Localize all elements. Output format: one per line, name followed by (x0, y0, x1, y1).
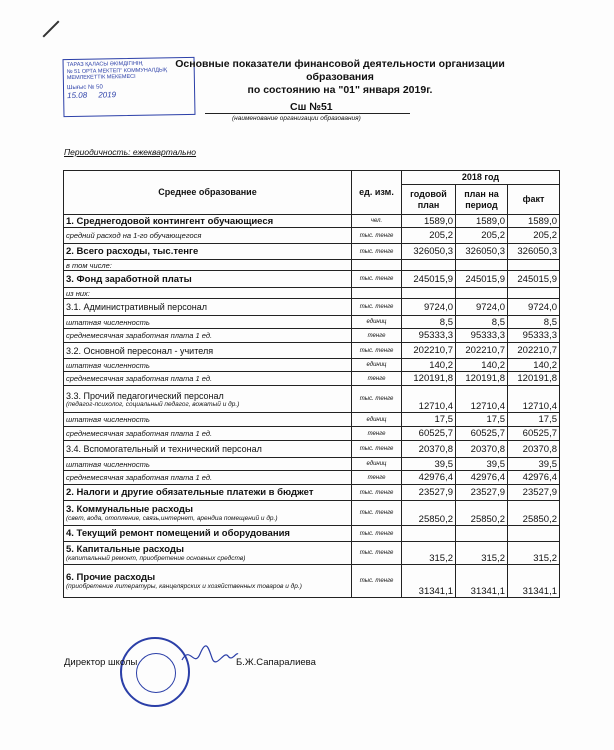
organization-note: (наименование организации образования) (232, 115, 361, 122)
row-fact: 315,2 (508, 542, 560, 565)
row-name-cell (64, 343, 352, 359)
row-annual-plan: 23527,9 (402, 485, 456, 501)
row-note: (свет, вода, отопление, связь,интернет, арендиа помещений и др.) (66, 515, 278, 522)
stamp-line: ТАРАЗ ҚАЛАСЫ ӘКІМДІГІНІҢ (66, 60, 143, 69)
table-row (64, 244, 560, 260)
row-fact: 202210,7 (508, 343, 560, 359)
row-unit: тыс. тенге (352, 501, 402, 526)
row-fact (508, 288, 560, 299)
row-fact (508, 260, 560, 271)
row-unit: тыс. тенге (352, 343, 402, 359)
row-unit: тыс. тенге (352, 441, 402, 458)
row-fact: 326050,3 (508, 244, 560, 260)
row-name-cell (64, 244, 352, 260)
organization-underline (205, 113, 410, 114)
header-name: Среднее образование (64, 171, 352, 215)
stamp-number-value: 50 (96, 83, 103, 91)
row-period-plan: 20370,8 (456, 441, 508, 458)
row-name-cell (64, 372, 352, 386)
row-unit: тенге (352, 372, 402, 386)
table-row (64, 427, 560, 441)
table-row (64, 215, 560, 228)
row-fact: 9724,0 (508, 299, 560, 316)
row-name-cell (64, 565, 352, 598)
row-period-plan: 245015,9 (456, 271, 508, 288)
table-row (64, 316, 560, 329)
row-fact: 25850,2 (508, 501, 560, 526)
row-unit: тыс. тенге (352, 271, 402, 288)
row-period-plan: 8,5 (456, 316, 508, 329)
row-unit: тыс. тенге (352, 542, 402, 565)
row-note: (педагог-психолог, социальный педагог, вожатый и др.) (66, 400, 240, 408)
header-unit: ед. изм. (352, 171, 402, 215)
row-period-plan: 17,5 (456, 413, 508, 427)
row-fact: 42976,4 (508, 471, 560, 485)
row-annual-plan: 25850,2 (402, 501, 456, 526)
row-name-cell (64, 386, 352, 413)
row-period-plan (456, 288, 508, 299)
row-period-plan: 205,2 (456, 228, 508, 244)
row-annual-plan: 9724,0 (402, 299, 456, 316)
row-fact: 39,5 (508, 458, 560, 471)
row-annual-plan (402, 260, 456, 271)
row-unit: тыс. тенге (352, 228, 402, 244)
stamp-line: МЕМЛЕКЕТТІК МЕКЕМЕСІ (66, 73, 136, 82)
row-annual-plan (402, 288, 456, 299)
row-name: 3.3. Прочий педагогический персонал (66, 390, 224, 401)
row-name-cell (64, 260, 352, 271)
stamp-line: № 51 ОРТА МЕКТЕП" КОММУНАЛДЫҚ (66, 66, 168, 75)
row-name-cell (64, 458, 352, 471)
row-annual-plan: 205,2 (402, 228, 456, 244)
row-period-plan: 39,5 (456, 458, 508, 471)
row-period-plan: 326050,3 (456, 244, 508, 260)
row-unit: единиц (352, 359, 402, 372)
table-row (64, 299, 560, 316)
table-row (64, 343, 560, 359)
row-period-plan: 9724,0 (456, 299, 508, 316)
row-annual-plan: 202210,7 (402, 343, 456, 359)
row-name: штатная численность (66, 317, 150, 327)
row-name-cell (64, 485, 352, 501)
table-row (64, 329, 560, 343)
table-row (64, 386, 560, 413)
row-note: (приобретение литературы, канцелярских и хозяйственных товаров и др.) (66, 583, 302, 590)
director-signature (180, 640, 240, 670)
table-row (64, 359, 560, 372)
row-fact: 60525,7 (508, 427, 560, 441)
row-name-cell (64, 271, 352, 288)
row-name-cell (64, 542, 352, 565)
row-name-cell (64, 526, 352, 542)
row-annual-plan: 12710,4 (402, 386, 456, 413)
row-annual-plan: 245015,9 (402, 271, 456, 288)
row-annual-plan: 20370,8 (402, 441, 456, 458)
header-period-plan: план на период (456, 185, 508, 215)
row-name: штатная численность (66, 360, 150, 370)
row-name: 3.1. Административный персонал (66, 302, 208, 312)
table-row (64, 565, 560, 598)
row-name: среднемесячная заработная плата 1 ед. (66, 331, 213, 340)
row-name: 3. Фонд заработной платы (66, 273, 192, 285)
table-row (64, 260, 560, 271)
row-period-plan: 120191,8 (456, 372, 508, 386)
table-row (64, 228, 560, 244)
table-row (64, 501, 560, 526)
table-row (64, 372, 560, 386)
row-name-cell (64, 228, 352, 244)
row-fact: 1589,0 (508, 215, 560, 228)
row-name-cell (64, 316, 352, 329)
row-period-plan (456, 260, 508, 271)
row-fact (508, 526, 560, 542)
row-period-plan: 315,2 (456, 542, 508, 565)
row-period-plan: 95333,3 (456, 329, 508, 343)
row-period-plan: 60525,7 (456, 427, 508, 441)
row-annual-plan: 95333,3 (402, 329, 456, 343)
row-unit: тыс. тенге (352, 526, 402, 542)
table-row (64, 526, 560, 542)
row-annual-plan: 140,2 (402, 359, 456, 372)
row-fact: 23527,9 (508, 485, 560, 501)
row-fact: 140,2 (508, 359, 560, 372)
header-year: 2018 год (402, 171, 560, 185)
row-period-plan: 202210,7 (456, 343, 508, 359)
row-annual-plan: 31341,1 (402, 565, 456, 598)
row-name: 3.4. Вспомогательный и технический персонал (66, 444, 262, 454)
row-name: штатная численность (66, 415, 150, 424)
row-unit: единиц (352, 458, 402, 471)
table-row (64, 542, 560, 565)
row-fact: 8,5 (508, 316, 560, 329)
row-period-plan: 25850,2 (456, 501, 508, 526)
stamp-date-year: 2019 (98, 90, 117, 100)
document-title (140, 58, 540, 97)
row-name: среднемесячная заработная плата 1 ед. (66, 429, 213, 438)
row-fact: 12710,4 (508, 386, 560, 413)
row-unit: тенге (352, 471, 402, 485)
row-name: 2. Всего расходы, тыс.тенге (66, 246, 199, 257)
row-unit: тыс. тенге (352, 565, 402, 598)
row-name-cell (64, 288, 352, 299)
row-name: 3. Коммунальные расходы (66, 504, 194, 515)
row-fact: 20370,8 (508, 441, 560, 458)
row-period-plan: 31341,1 (456, 565, 508, 598)
row-name: 4. Текущий ремонт помещений и оборудования (66, 528, 290, 539)
row-fact: 95333,3 (508, 329, 560, 343)
row-name-cell (64, 427, 352, 441)
row-annual-plan: 8,5 (402, 316, 456, 329)
pen-mark (43, 21, 60, 38)
row-annual-plan: 60525,7 (402, 427, 456, 441)
table-row (64, 288, 560, 299)
row-name-cell (64, 329, 352, 343)
row-unit (352, 260, 402, 271)
table-row (64, 271, 560, 288)
row-period-plan (456, 526, 508, 542)
row-period-plan: 23527,9 (456, 485, 508, 501)
financial-table (63, 170, 560, 598)
row-name: средний расход на 1-го обучающегося (66, 231, 202, 240)
row-annual-plan: 120191,8 (402, 372, 456, 386)
row-period-plan: 12710,4 (456, 386, 508, 413)
row-name: среднемесячная заработная плата 1 ед. (66, 374, 213, 383)
row-unit: единиц (352, 413, 402, 427)
row-name-cell (64, 413, 352, 427)
row-annual-plan: 326050,3 (402, 244, 456, 260)
row-name: 1. Среднегодовой контингент обучающиеся (66, 215, 274, 227)
row-annual-plan: 315,2 (402, 542, 456, 565)
row-unit: чел. (352, 215, 402, 228)
row-period-plan: 140,2 (456, 359, 508, 372)
row-name-cell (64, 441, 352, 458)
row-name: 2. Налоги и другие обязательные платежи в бюджет (66, 487, 314, 498)
header-fact: факт (508, 185, 560, 215)
organization-name: Сш №51 (290, 101, 333, 113)
row-annual-plan: 17,5 (402, 413, 456, 427)
row-annual-plan: 42976,4 (402, 471, 456, 485)
row-unit: тыс. тенге (352, 485, 402, 501)
title-line-2: по состоянию на "01" января 2019г. (247, 84, 433, 96)
row-annual-plan: 1589,0 (402, 215, 456, 228)
row-name: 3.2. Основной пересонал - учителя (66, 345, 214, 356)
row-name: среднемесячная заработная плата 1 ед. (66, 473, 213, 482)
table-row (64, 458, 560, 471)
table-row (64, 471, 560, 485)
row-name-cell (64, 359, 352, 372)
row-period-plan: 1589,0 (456, 215, 508, 228)
row-name: 6. Прочие расходы (66, 572, 156, 583)
row-unit: единиц (352, 316, 402, 329)
periodicity: Периодичность: ежеквартально (64, 147, 197, 157)
row-annual-plan (402, 526, 456, 542)
row-fact: 245015,9 (508, 271, 560, 288)
row-unit: тыс. тенге (352, 299, 402, 316)
row-unit: тенге (352, 329, 402, 343)
stamp-number-label: Шығыс № (66, 84, 95, 91)
table-row (64, 441, 560, 458)
header-annual-plan: годовой план (402, 185, 456, 215)
row-name: 5. Капитальные расходы (66, 544, 185, 555)
row-unit (352, 288, 402, 299)
title-line-1: Основные показатели финансовой деятельности организации образования (175, 58, 505, 83)
row-fact: 205,2 (508, 228, 560, 244)
row-unit: тенге (352, 427, 402, 441)
row-name-cell (64, 299, 352, 316)
row-unit: тыс. тенге (352, 386, 402, 413)
row-name: в том числе: (66, 260, 112, 270)
row-name-cell (64, 471, 352, 485)
director-name: Б.Ж.Сапаралиева (236, 657, 316, 668)
row-unit: тыс. тенге (352, 244, 402, 260)
row-name-cell (64, 215, 352, 228)
director-label: Директор школы (64, 657, 138, 668)
row-name: из них: (66, 288, 90, 298)
row-annual-plan: 39,5 (402, 458, 456, 471)
row-name-cell (64, 501, 352, 526)
row-note: (капитальный ремонт, приобретение основных средств) (66, 555, 246, 562)
row-fact: 120191,8 (508, 372, 560, 386)
stamp-date-day: 15.08 (67, 90, 88, 101)
row-period-plan: 42976,4 (456, 471, 508, 485)
row-fact: 31341,1 (508, 565, 560, 598)
row-fact: 17,5 (508, 413, 560, 427)
row-name: штатная численность (66, 459, 150, 469)
table-row (64, 413, 560, 427)
table-row (64, 485, 560, 501)
